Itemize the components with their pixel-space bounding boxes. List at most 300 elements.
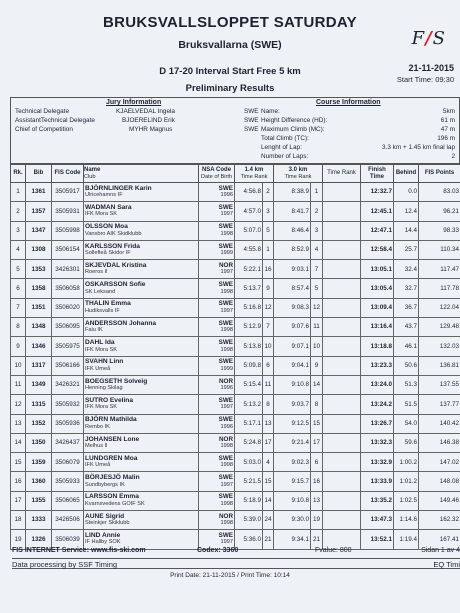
nsa-cell: SWE 1998 bbox=[199, 318, 235, 337]
split2-rank: 3 bbox=[311, 221, 323, 240]
bib-cell: 1333 bbox=[26, 511, 52, 530]
split2-rank: 7 bbox=[311, 260, 323, 279]
athlete-cell: DAHL Ida IFK Mora SK bbox=[84, 337, 199, 356]
bib-cell: 1346 bbox=[26, 337, 52, 356]
rank-cell: 5 bbox=[11, 260, 26, 279]
finish-time: 13:18.8 bbox=[361, 337, 394, 356]
rank-cell: 14 bbox=[11, 433, 26, 452]
jury-role: AssistantTechnical Delegate bbox=[15, 117, 95, 124]
table-row bbox=[11, 183, 460, 202]
split1-time: 5:18.9 bbox=[235, 491, 263, 510]
venue: Bruksvallarna (SWE) bbox=[178, 39, 282, 51]
fis-points-cell: 148.08 bbox=[419, 472, 460, 491]
bib-cell: 1347 bbox=[26, 221, 52, 240]
split2-rank: 9 bbox=[311, 356, 323, 375]
nsa-cell: NOR 1998 bbox=[199, 433, 235, 452]
time-rank-cell bbox=[323, 395, 361, 414]
col-rank: Rk. bbox=[11, 165, 26, 183]
fis-code-cell: 3505931 bbox=[52, 202, 84, 221]
jury-course-info bbox=[10, 97, 460, 164]
col-name: Name Club bbox=[84, 165, 199, 183]
split1-time: 5:13.8 bbox=[235, 337, 263, 356]
split1-time: 5:24.8 bbox=[235, 433, 263, 452]
bib-cell: 1351 bbox=[26, 298, 52, 317]
course-value: 61 m bbox=[440, 117, 455, 124]
behind-cell: 1:00.2 bbox=[394, 453, 419, 472]
split1-rank: 1 bbox=[263, 240, 274, 259]
table-row bbox=[11, 279, 460, 298]
table-row bbox=[11, 318, 460, 337]
time-rank-cell bbox=[323, 318, 361, 337]
split1-time: 5:36.0 bbox=[235, 530, 263, 549]
finish-time: 13:26.7 bbox=[361, 414, 394, 433]
split1-time: 5:21.5 bbox=[235, 472, 263, 491]
nsa-cell: NOR 1997 bbox=[199, 260, 235, 279]
athlete-cell: BJÖRN Mathilda Rembo IK bbox=[84, 414, 199, 433]
split1-rank: 2 bbox=[263, 183, 274, 202]
split1-rank: 16 bbox=[263, 260, 274, 279]
fis-points-cell: 149.46 bbox=[419, 491, 460, 510]
time-rank-cell bbox=[323, 414, 361, 433]
rank-cell: 18 bbox=[11, 511, 26, 530]
table-row bbox=[11, 472, 460, 491]
finish-time: 13:24.0 bbox=[361, 375, 394, 394]
fis-code-cell: 3426437 bbox=[52, 433, 84, 452]
fis-points-cell: 129.48 bbox=[419, 318, 460, 337]
col-split-2: 3.0 km Time Rank bbox=[274, 165, 323, 183]
rank-cell: 17 bbox=[11, 491, 26, 510]
fis-code-cell: 3506166 bbox=[52, 356, 84, 375]
finish-time: 13:16.4 bbox=[361, 318, 394, 337]
split2-rank: 14 bbox=[311, 375, 323, 394]
split2-rank: 11 bbox=[311, 318, 323, 337]
split2-time: 9:07.6 bbox=[274, 318, 311, 337]
behind-cell: 1:02.5 bbox=[394, 491, 419, 510]
nsa-cell: SWE 1997 bbox=[199, 395, 235, 414]
rank-cell: 19 bbox=[11, 530, 26, 549]
nsa-cell: SWE 1997 bbox=[199, 202, 235, 221]
table-row bbox=[11, 240, 460, 259]
finish-time: 13:09.4 bbox=[361, 298, 394, 317]
course-label: Name: bbox=[261, 108, 280, 115]
split1-time: 5:12.9 bbox=[235, 318, 263, 337]
finish-time: 12:58.4 bbox=[361, 240, 394, 259]
finish-time: 13:24.2 bbox=[361, 395, 394, 414]
split2-time: 9:04.1 bbox=[274, 356, 311, 375]
fis-points-cell: 117.78 bbox=[419, 279, 460, 298]
finish-time: 13:52.1 bbox=[361, 530, 394, 549]
behind-cell: 51.3 bbox=[394, 375, 419, 394]
rank-cell: 3 bbox=[11, 221, 26, 240]
table-header-row bbox=[11, 165, 460, 183]
table-row bbox=[11, 221, 460, 240]
rank-cell: 10 bbox=[11, 356, 26, 375]
split1-time: 5:39.0 bbox=[235, 511, 263, 530]
course-value: 3.3 km + 1.45 km final lap bbox=[382, 144, 455, 151]
timing-vendor: EQ Timi bbox=[433, 560, 460, 569]
finish-time: 13:32.9 bbox=[361, 453, 394, 472]
course-value: 2 bbox=[451, 153, 455, 160]
time-rank-cell bbox=[323, 356, 361, 375]
split1-rank: 7 bbox=[263, 318, 274, 337]
fis-code-cell: 3505933 bbox=[52, 472, 84, 491]
col-finish: Finish Time bbox=[361, 165, 394, 183]
table-row bbox=[11, 298, 460, 317]
behind-cell: 1:01.2 bbox=[394, 472, 419, 491]
rank-cell: 9 bbox=[11, 337, 26, 356]
athlete-cell: LIND Annie IF Hallby SOK bbox=[84, 530, 199, 549]
finish-time: 13:33.9 bbox=[361, 472, 394, 491]
time-rank-cell bbox=[323, 260, 361, 279]
split2-time: 8:41.7 bbox=[274, 202, 311, 221]
split2-time: 9:12.5 bbox=[274, 414, 311, 433]
bib-cell: 1315 bbox=[26, 395, 52, 414]
split2-time: 9:30.0 bbox=[274, 511, 311, 530]
split2-rank: 13 bbox=[311, 491, 323, 510]
split1-rank: 11 bbox=[263, 375, 274, 394]
split2-rank: 10 bbox=[311, 337, 323, 356]
fis-points-cell: 140.42 bbox=[419, 414, 460, 433]
fis-points-cell: 137.55 bbox=[419, 375, 460, 394]
split1-rank: 3 bbox=[263, 202, 274, 221]
rank-cell: 13 bbox=[11, 414, 26, 433]
nsa-cell: SWE 1996 bbox=[199, 414, 235, 433]
athlete-cell: OSKARSSON Sofie SK Leksand bbox=[84, 279, 199, 298]
split1-rank: 21 bbox=[263, 530, 274, 549]
race-date: 21-11-2015 bbox=[408, 63, 454, 73]
behind-cell: 1:19.4 bbox=[394, 530, 419, 549]
jury-name: KJAELVEDAL Ingela bbox=[116, 108, 175, 115]
split2-rank: 4 bbox=[311, 240, 323, 259]
results-body bbox=[11, 183, 460, 550]
col-time-rank: Time Rank bbox=[323, 165, 361, 183]
split1-time: 5:13.7 bbox=[235, 279, 263, 298]
split2-time: 9:03.7 bbox=[274, 395, 311, 414]
finish-time: 13:32.3 bbox=[361, 433, 394, 452]
time-rank-cell bbox=[323, 433, 361, 452]
split1-time: 5:15.4 bbox=[235, 375, 263, 394]
rank-cell: 2 bbox=[11, 202, 26, 221]
page-number: Sidan 1 av 4 bbox=[421, 547, 460, 554]
fis-points-cell: 122.04 bbox=[419, 298, 460, 317]
table-row bbox=[11, 491, 460, 510]
nsa-cell: SWE 1998 bbox=[199, 491, 235, 510]
nsa-cell: NOR 1996 bbox=[199, 375, 235, 394]
time-rank-cell bbox=[323, 472, 361, 491]
athlete-cell: JOHANSEN Lone Melhus Il bbox=[84, 433, 199, 452]
fis-code-cell: 3505936 bbox=[52, 414, 84, 433]
nsa-cell: SWE 1996 bbox=[199, 183, 235, 202]
bib-cell: 1308 bbox=[26, 240, 52, 259]
split2-time: 9:21.4 bbox=[274, 433, 311, 452]
fis-points-cell: 136.81 bbox=[419, 356, 460, 375]
rank-cell: 15 bbox=[11, 453, 26, 472]
table-row bbox=[11, 395, 460, 414]
behind-cell: 32.7 bbox=[394, 279, 419, 298]
split2-rank: 17 bbox=[311, 433, 323, 452]
jury-heading: Jury Information bbox=[106, 99, 162, 106]
fis-service-link[interactable]: FIS INTERNET Service: www.fis-ski.com bbox=[12, 547, 146, 554]
split1-rank: 15 bbox=[263, 472, 274, 491]
col-fis-code: FIS Code bbox=[52, 165, 84, 183]
table-row bbox=[11, 337, 460, 356]
table-row bbox=[11, 202, 460, 221]
table-row bbox=[11, 453, 460, 472]
rank-cell: 12 bbox=[11, 395, 26, 414]
behind-cell: 50.6 bbox=[394, 356, 419, 375]
split1-rank: 5 bbox=[263, 221, 274, 240]
rank-cell: 8 bbox=[11, 318, 26, 337]
athlete-cell: SUTRO Evelina IFK Mora SK bbox=[84, 395, 199, 414]
print-date: Print Date: 21-11-2015 / Print Time: 10:14 bbox=[170, 572, 290, 579]
fis-points-cell: 162.32 bbox=[419, 511, 460, 530]
split1-time: 4:55.8 bbox=[235, 240, 263, 259]
finish-time: 12:32.7 bbox=[361, 183, 394, 202]
athlete-cell: BOEGSETH Solveig Henning Skilag bbox=[84, 375, 199, 394]
athlete-cell: BJÖRNLINGER Karin Ulricehamns IF bbox=[84, 183, 199, 202]
time-rank-cell bbox=[323, 298, 361, 317]
athlete-cell: KARLSSON Frida Sollefteå Skidor IF bbox=[84, 240, 199, 259]
nsa-cell: SWE 1998 bbox=[199, 279, 235, 298]
table-row bbox=[11, 414, 460, 433]
finish-time: 13:05.1 bbox=[361, 260, 394, 279]
athlete-cell: WADMAN Sara IFK Mora SK bbox=[84, 202, 199, 221]
fis-code-cell: 3505917 bbox=[52, 183, 84, 202]
split1-rank: 8 bbox=[263, 395, 274, 414]
split1-rank: 14 bbox=[263, 491, 274, 510]
split2-time: 9:02.3 bbox=[274, 453, 311, 472]
split2-time: 9:08.3 bbox=[274, 298, 311, 317]
split1-rank: 9 bbox=[263, 279, 274, 298]
fis-code-cell: 3426301 bbox=[52, 260, 84, 279]
split2-time: 8:57.4 bbox=[274, 279, 311, 298]
athlete-cell: ANDERSSON Johanna Falu IK bbox=[84, 318, 199, 337]
fis-points-cell: 98.33 bbox=[419, 221, 460, 240]
split1-rank: 13 bbox=[263, 414, 274, 433]
bib-cell: 1349 bbox=[26, 375, 52, 394]
behind-cell: 51.5 bbox=[394, 395, 419, 414]
fis-points-cell: 96.21 bbox=[419, 202, 460, 221]
table-row bbox=[11, 375, 460, 394]
fis-points-cell: 117.47 bbox=[419, 260, 460, 279]
fis-points-cell: 146.38 bbox=[419, 433, 460, 452]
nsa-cell: SWE 1997 bbox=[199, 298, 235, 317]
course-value: 5km bbox=[442, 108, 455, 115]
fis-points-cell: 147.02 bbox=[419, 453, 460, 472]
col-nsa: NSA Code Date of Birth bbox=[199, 165, 235, 183]
time-rank-cell bbox=[323, 511, 361, 530]
split1-time: 4:56.8 bbox=[235, 183, 263, 202]
race-title: BRUKSVALLSLOPPET SATURDAY bbox=[103, 14, 357, 31]
split2-time: 8:46.4 bbox=[274, 221, 311, 240]
fis-code-cell: 3505932 bbox=[52, 395, 84, 414]
split1-rank: 24 bbox=[263, 511, 274, 530]
jury-nat: SWE bbox=[244, 126, 259, 133]
nsa-cell: SWE 1997 bbox=[199, 472, 235, 491]
bib-cell: 1360 bbox=[26, 472, 52, 491]
finish-time: 13:47.3 bbox=[361, 511, 394, 530]
jury-name: BJOERELIND Erik bbox=[122, 117, 175, 124]
split1-time: 5:17.1 bbox=[235, 414, 263, 433]
fvalue: Fvalue: 800 bbox=[315, 547, 352, 554]
finish-time: 12:45.1 bbox=[361, 202, 394, 221]
fis-points-cell: 110.34 bbox=[419, 240, 460, 259]
split1-time: 5:13.2 bbox=[235, 395, 263, 414]
bib-cell: 1353 bbox=[26, 260, 52, 279]
rank-cell: 7 bbox=[11, 298, 26, 317]
course-label: Height Difference (HD): bbox=[261, 117, 328, 124]
behind-cell: 59.6 bbox=[394, 433, 419, 452]
behind-cell: 32.4 bbox=[394, 260, 419, 279]
course-label: Maximum Climb (MC): bbox=[261, 126, 325, 133]
split2-rank: 21 bbox=[311, 530, 323, 549]
time-rank-cell bbox=[323, 337, 361, 356]
nsa-cell: SWE 1999 bbox=[199, 240, 235, 259]
bib-cell: 1361 bbox=[26, 183, 52, 202]
bib-cell: 1355 bbox=[26, 491, 52, 510]
rank-cell: 4 bbox=[11, 240, 26, 259]
jury-role: Technical Delegate bbox=[15, 108, 69, 115]
bib-cell: 1359 bbox=[26, 453, 52, 472]
split2-rank: 5 bbox=[311, 279, 323, 298]
behind-cell: 1:14.6 bbox=[394, 511, 419, 530]
fis-code-cell: 3426506 bbox=[52, 511, 84, 530]
footer-processing bbox=[12, 558, 460, 569]
split2-rank: 1 bbox=[311, 183, 323, 202]
course-label: Number of Laps: bbox=[261, 153, 309, 160]
fis-points-cell: 167.41 bbox=[419, 530, 460, 549]
fis-code-cell: 3505998 bbox=[52, 221, 84, 240]
course-value: 196 m bbox=[437, 135, 455, 142]
fis-points-cell: 132.03 bbox=[419, 337, 460, 356]
col-fis-points: FIS Points bbox=[419, 165, 460, 183]
bib-cell: 1317 bbox=[26, 356, 52, 375]
bib-cell: 1350 bbox=[26, 433, 52, 452]
time-rank-cell bbox=[323, 491, 361, 510]
athlete-cell: LUNDGREN Moa IFK Umeå bbox=[84, 453, 199, 472]
fis-points-cell: 83.03 bbox=[419, 183, 460, 202]
split1-time: 4:57.0 bbox=[235, 202, 263, 221]
time-rank-cell bbox=[323, 221, 361, 240]
table-row bbox=[11, 260, 460, 279]
bib-cell: 1352 bbox=[26, 414, 52, 433]
table-row bbox=[11, 511, 460, 530]
split2-rank: 15 bbox=[311, 414, 323, 433]
finish-time: 13:35.2 bbox=[361, 491, 394, 510]
fis-code-cell: 3506154 bbox=[52, 240, 84, 259]
time-rank-cell bbox=[323, 202, 361, 221]
codex: Codex: 3360 bbox=[197, 547, 239, 554]
nsa-cell: NOR 1998 bbox=[199, 511, 235, 530]
behind-cell: 36.7 bbox=[394, 298, 419, 317]
split2-rank: 16 bbox=[311, 472, 323, 491]
fis-code-cell: 3506079 bbox=[52, 453, 84, 472]
split2-time: 9:03.1 bbox=[274, 260, 311, 279]
fis-code-cell: 3506065 bbox=[52, 491, 84, 510]
split1-rank: 17 bbox=[263, 433, 274, 452]
split2-rank: 2 bbox=[311, 202, 323, 221]
fis-code-cell: 3506020 bbox=[52, 298, 84, 317]
split1-time: 5:22.1 bbox=[235, 260, 263, 279]
split2-time: 9:34.1 bbox=[274, 530, 311, 549]
behind-cell: 14.4 bbox=[394, 221, 419, 240]
split2-time: 8:52.9 bbox=[274, 240, 311, 259]
split2-time: 9:07.1 bbox=[274, 337, 311, 356]
rank-cell: 11 bbox=[11, 375, 26, 394]
fis-code-cell: 3506058 bbox=[52, 279, 84, 298]
course-heading: Course Information bbox=[316, 99, 381, 106]
jury-nat: SWE bbox=[244, 108, 259, 115]
split2-time: 9:10.8 bbox=[274, 491, 311, 510]
time-rank-cell bbox=[323, 240, 361, 259]
nsa-cell: SWE 1999 bbox=[199, 356, 235, 375]
start-time: Start Time: 09:30 bbox=[396, 75, 454, 84]
fis-code-cell: 3506095 bbox=[52, 318, 84, 337]
time-rank-cell bbox=[323, 453, 361, 472]
athlete-cell: SKJEVDAL Kristina Roeros Il bbox=[84, 260, 199, 279]
split1-time: 5:16.8 bbox=[235, 298, 263, 317]
fis-code-cell: 3426321 bbox=[52, 375, 84, 394]
time-rank-cell bbox=[323, 375, 361, 394]
rank-cell: 1 bbox=[11, 183, 26, 202]
athlete-cell: SVAHN Linn IFK Umeå bbox=[84, 356, 199, 375]
split2-rank: 6 bbox=[311, 453, 323, 472]
split1-time: 5:07.0 bbox=[235, 221, 263, 240]
behind-cell: 0.0 bbox=[394, 183, 419, 202]
split1-rank: 10 bbox=[263, 337, 274, 356]
athlete-cell: OLSSON Moa Vansbro AIK Skidklubb bbox=[84, 221, 199, 240]
time-rank-cell bbox=[323, 279, 361, 298]
finish-time: 12:47.1 bbox=[361, 221, 394, 240]
results-table bbox=[10, 164, 460, 550]
split1-rank: 6 bbox=[263, 356, 274, 375]
split2-time: 9:15.7 bbox=[274, 472, 311, 491]
split2-time: 9:10.8 bbox=[274, 375, 311, 394]
event-name: D 17-20 Interval Start Free 5 km bbox=[159, 66, 301, 77]
jury-role: Chief of Competition bbox=[15, 126, 73, 133]
data-processing: Data processing by SSF Timing bbox=[12, 560, 118, 569]
behind-cell: 25.7 bbox=[394, 240, 419, 259]
nsa-cell: SWE 1998 bbox=[199, 337, 235, 356]
split2-rank: 8 bbox=[311, 395, 323, 414]
split1-time: 5:09.8 bbox=[235, 356, 263, 375]
split1-time: 5:03.0 bbox=[235, 453, 263, 472]
col-split-1: 1.4 km Time Rank bbox=[235, 165, 274, 183]
nsa-cell: SWE 1997 bbox=[199, 530, 235, 549]
split2-time: 8:38.9 bbox=[274, 183, 311, 202]
bib-cell: 1326 bbox=[26, 530, 52, 549]
bib-cell: 1358 bbox=[26, 279, 52, 298]
split1-rank: 4 bbox=[263, 453, 274, 472]
fis-logo: F/S bbox=[411, 28, 446, 49]
bib-cell: 1348 bbox=[26, 318, 52, 337]
jury-name: MYHR Magnus bbox=[129, 126, 173, 133]
col-behind: Behind bbox=[394, 165, 419, 183]
jury-nat: SWE bbox=[244, 117, 259, 124]
results-status: Preliminary Results bbox=[185, 83, 275, 94]
rank-cell: 6 bbox=[11, 279, 26, 298]
fis-code-cell: 3505975 bbox=[52, 337, 84, 356]
athlete-cell: BÖRJESJÖ Malin Sundbybergs IK bbox=[84, 472, 199, 491]
fis-code-cell: 3506039 bbox=[52, 530, 84, 549]
finish-time: 13:23.3 bbox=[361, 356, 394, 375]
nsa-cell: SWE 1998 bbox=[199, 453, 235, 472]
behind-cell: 46.1 bbox=[394, 337, 419, 356]
fis-points-cell: 137.77 bbox=[419, 395, 460, 414]
col-bib: Bib bbox=[26, 165, 52, 183]
nsa-cell: SWE 1998 bbox=[199, 221, 235, 240]
bib-cell: 1357 bbox=[26, 202, 52, 221]
